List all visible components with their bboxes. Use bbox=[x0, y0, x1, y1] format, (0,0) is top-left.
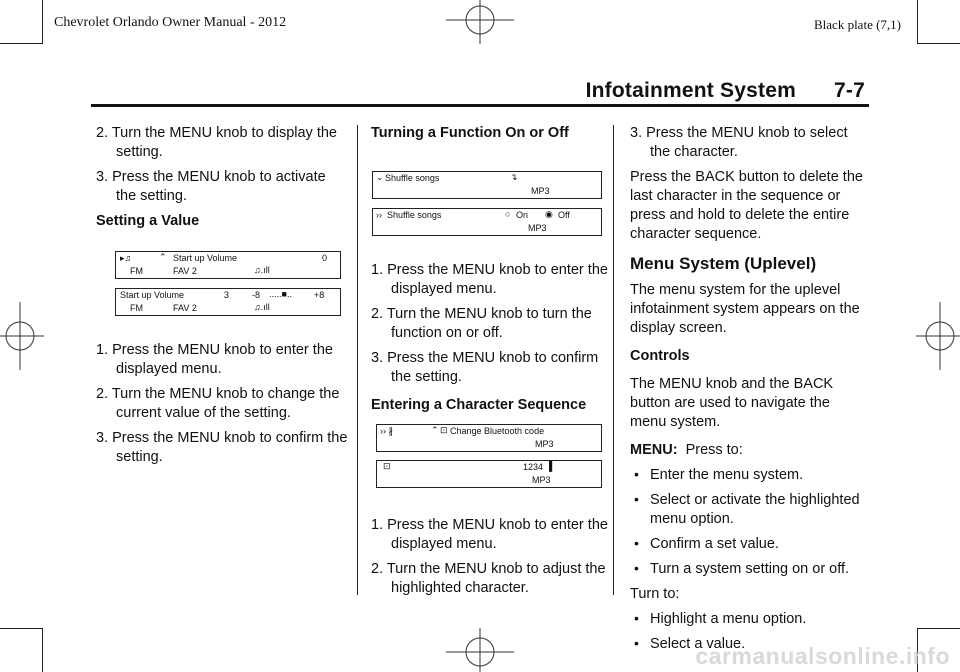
step-text: 2. Turn the MENU knob to turn the function on or off. bbox=[371, 306, 592, 341]
crop-mark bbox=[0, 43, 43, 44]
radio-display bbox=[372, 171, 602, 199]
paragraph: The menu system for the uplevel infotainment system appears on the display screen. bbox=[630, 282, 860, 336]
step-text: 3. Press the MENU knob to activate the setting. bbox=[96, 169, 326, 204]
step-text: 1. Press the MENU knob to enter the displayed menu. bbox=[96, 342, 333, 377]
column-2-steps-2 bbox=[371, 516, 611, 604]
step-text: 1. Press the MENU knob to enter the displayed menu. bbox=[371, 262, 608, 297]
term-text: Press to: bbox=[685, 442, 743, 458]
registration-mark-icon bbox=[916, 296, 960, 376]
list-item: • Turn a system setting on or off. bbox=[630, 560, 870, 579]
forward-arrow-icon: ›› ∦ bbox=[380, 426, 393, 436]
radio-display bbox=[376, 460, 602, 488]
source-label: MP3 bbox=[535, 439, 554, 449]
lock-icon: ⊡ bbox=[440, 425, 448, 435]
paragraph: Turn to: bbox=[630, 586, 680, 602]
step-text: 3. Press the MENU knob to confirm the setting. bbox=[96, 430, 348, 465]
paragraph: Press the BACK button to delete the last character in the sequence or press and hold to delete the entire character sequence. bbox=[630, 169, 863, 242]
page-number: 7-7 bbox=[834, 79, 865, 102]
section-heading: Menu System (Uplevel) bbox=[630, 254, 817, 273]
display-title: Shuffle songs bbox=[385, 173, 440, 183]
column-divider bbox=[613, 125, 614, 595]
slider-track-icon: .....■.. bbox=[269, 289, 292, 299]
range-max: +8 bbox=[314, 290, 325, 300]
list-item: • Select a value. bbox=[630, 635, 870, 654]
list-item: • Confirm a set value. bbox=[630, 535, 870, 554]
column-3 bbox=[630, 124, 870, 660]
radio-display bbox=[372, 208, 602, 236]
list-item: • Select or activate the highlighted menu option. bbox=[630, 491, 870, 529]
registration-mark-icon bbox=[440, 628, 520, 672]
up-arrow-icon: ⌃ bbox=[431, 425, 439, 435]
step-text: 2. Turn the MENU knob to display the setting. bbox=[96, 125, 337, 160]
menu-definition bbox=[630, 441, 870, 460]
signal-icon: ♫.ıll bbox=[254, 302, 270, 312]
forward-arrow-icon: ›› bbox=[376, 210, 382, 220]
lock-icon: ⊡ bbox=[383, 461, 391, 471]
radio-display bbox=[376, 424, 602, 452]
step-text: 3. Press the MENU knob to select the character. bbox=[630, 125, 848, 160]
down-arrow-icon: ⌄ bbox=[376, 172, 384, 182]
plate-label: Black plate (7,1) bbox=[814, 17, 901, 32]
favorite-label: FAV 2 bbox=[173, 266, 197, 276]
paragraph: The MENU knob and the BACK button are used to navigate the menu system. bbox=[630, 376, 834, 430]
list-item: • Highlight a menu option. bbox=[630, 610, 870, 629]
display-title: Start up Volume bbox=[173, 253, 238, 263]
column-1-steps bbox=[96, 341, 352, 473]
display-value: 0 bbox=[322, 253, 328, 263]
radio-display bbox=[115, 251, 341, 279]
crop-mark bbox=[0, 628, 43, 629]
up-arrow-icon: ⌃ bbox=[159, 252, 167, 262]
radio-display bbox=[115, 288, 341, 316]
list-item: • Enter the menu system. bbox=[630, 466, 870, 485]
favorite-label: FAV 2 bbox=[173, 303, 197, 313]
watermark: carmanualsonline.info bbox=[695, 643, 950, 669]
band-label: FM bbox=[130, 303, 143, 313]
column-2-heading bbox=[371, 124, 607, 152]
source-label: MP3 bbox=[531, 186, 550, 196]
page-section-title bbox=[586, 79, 865, 103]
crop-mark bbox=[917, 43, 960, 44]
column-divider bbox=[357, 125, 358, 595]
column-1 bbox=[96, 124, 348, 240]
source-label: MP3 bbox=[528, 223, 547, 233]
cursor-icon: ▌ bbox=[549, 461, 556, 471]
radio-on-icon: ◉ bbox=[545, 209, 553, 219]
subsection-heading: Entering a Character Sequence bbox=[371, 397, 587, 413]
step-text: 3. Press the MENU knob to confirm the setting. bbox=[371, 350, 599, 385]
header-rule bbox=[91, 104, 869, 107]
section-name: Infotainment System bbox=[585, 79, 796, 102]
step-text: 2. Turn the MENU knob to change the current value of the setting. bbox=[96, 386, 340, 421]
subsection-heading: Controls bbox=[630, 348, 690, 364]
code-entry: 1234 bbox=[523, 462, 544, 472]
range-min: -8 bbox=[252, 290, 261, 300]
display-title: Shuffle songs bbox=[387, 210, 442, 220]
registration-mark-icon bbox=[440, 0, 520, 44]
registration-mark-icon bbox=[0, 296, 44, 376]
subsection-heading: Setting a Value bbox=[96, 213, 200, 229]
crop-mark bbox=[917, 0, 918, 44]
term-label: MENU: bbox=[630, 442, 678, 458]
signal-icon: ♫.ıll bbox=[254, 265, 270, 275]
crop-mark bbox=[42, 628, 43, 672]
enter-arrow-icon: ↴ bbox=[510, 172, 518, 182]
manual-title: Chevrolet Orlando Owner Manual - 2012 bbox=[54, 15, 287, 30]
crop-mark bbox=[917, 628, 960, 629]
play-arrow-icon: ▸♫ bbox=[120, 253, 132, 263]
option-on: On bbox=[516, 210, 529, 220]
step-text: 2. Turn the MENU knob to adjust the highlighted character. bbox=[371, 561, 606, 596]
display-value: 3 bbox=[224, 290, 230, 300]
band-label: FM bbox=[130, 266, 143, 276]
radio-off-icon: ○ bbox=[505, 209, 511, 219]
step-text: 1. Press the MENU knob to enter the displayed menu. bbox=[371, 517, 608, 552]
display-title: Start up Volume bbox=[120, 290, 185, 300]
crop-mark bbox=[42, 0, 43, 44]
option-off: Off bbox=[558, 210, 570, 220]
display-title: Change Bluetooth code bbox=[450, 426, 545, 436]
column-2-steps bbox=[371, 261, 611, 424]
subsection-heading: Turning a Function On or Off bbox=[371, 125, 569, 141]
source-label: MP3 bbox=[532, 475, 551, 485]
